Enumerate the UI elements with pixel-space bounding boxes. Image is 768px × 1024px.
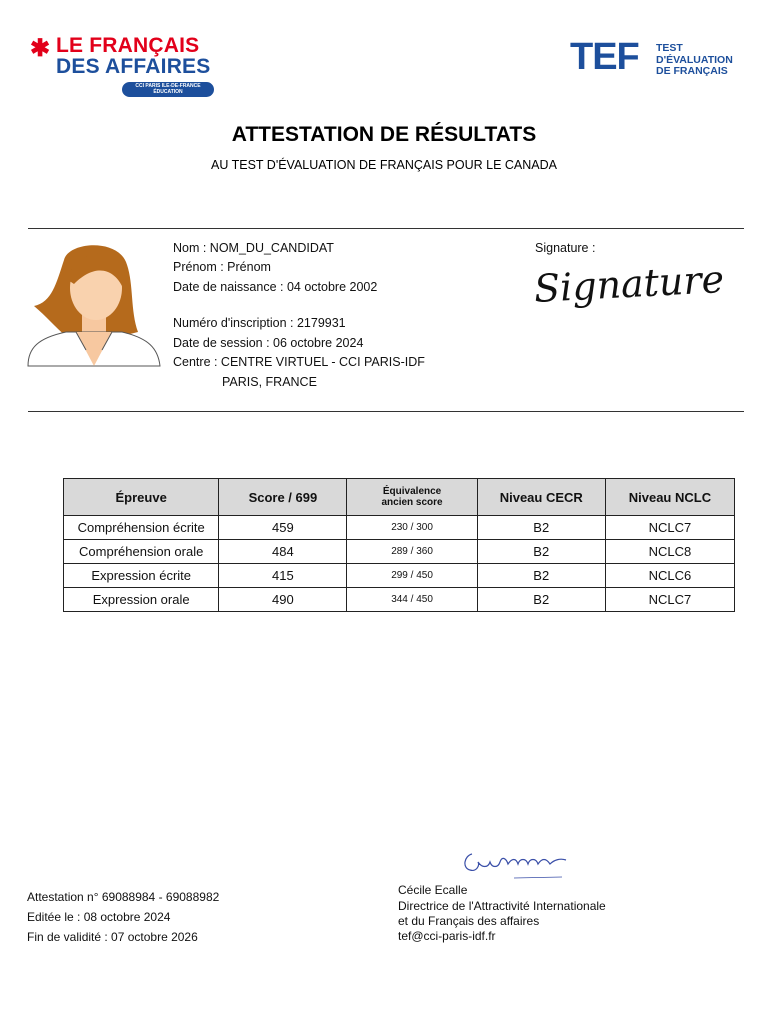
page-title: ATTESTATION DE RÉSULTATS [231, 123, 537, 146]
cell-equivalence: 289 / 360 [347, 540, 477, 564]
cell-equivalence: 230 / 300 [347, 516, 477, 540]
cell-cecr: B2 [477, 588, 605, 612]
signatory-title-2: et du Français des affaires [398, 914, 540, 928]
validity-date: Fin de validité : 07 octobre 2026 [27, 930, 198, 944]
cell-cecr: B2 [477, 516, 605, 540]
table-row [64, 588, 735, 612]
cell-epreuve: Expression écrite [64, 564, 219, 588]
candidate-session: Date de session : 06 octobre 2024 [173, 336, 364, 350]
tef-logo-text: TEST D'ÉVALUATION DE FRANÇAIS [656, 42, 733, 77]
star-icon: ✱ [30, 35, 51, 62]
candidate-naissance: Date de naissance : 04 octobre 2002 [173, 280, 378, 294]
header-epreuve: Épreuve [64, 479, 219, 516]
candidate-nom: Nom : NOM_DU_CANDIDAT [173, 241, 334, 255]
signature-label: Signature : [535, 241, 596, 255]
lfa-logo [30, 34, 220, 100]
cell-cecr: B2 [477, 564, 605, 588]
cell-score: 484 [219, 540, 347, 564]
tef-logo-mark: TEF [570, 36, 639, 78]
cell-score: 459 [219, 516, 347, 540]
page-subtitle: AU TEST D'ÉVALUATION DE FRANÇAIS POUR LE CANADA [211, 158, 557, 172]
cell-nclc: NCLC8 [605, 540, 734, 564]
header-score: Score / 699 [219, 479, 347, 516]
tef-logo [570, 36, 750, 82]
director-signature [458, 844, 578, 884]
table-row [64, 516, 735, 540]
cell-nclc: NCLC7 [605, 516, 734, 540]
table-row [64, 564, 735, 588]
cell-nclc: NCLC6 [605, 564, 734, 588]
table-header-row [64, 479, 735, 516]
signatory-name: Cécile Ecalle [398, 883, 468, 897]
cell-equivalence: 344 / 450 [347, 588, 477, 612]
header-cecr: Niveau CECR [477, 479, 605, 516]
candidate-centre-ville: PARIS, FRANCE [222, 375, 317, 389]
header-equivalence [347, 479, 477, 516]
signatory-title-1: Directrice de l'Attractivité Internationale [398, 899, 606, 913]
results-table [63, 478, 735, 612]
cell-score: 415 [219, 564, 347, 588]
header-equivalence-text: Équivalence ancien score [381, 486, 443, 508]
cell-epreuve: Expression orale [64, 588, 219, 612]
cell-score: 490 [219, 588, 347, 612]
edition-date: Editée le : 08 octobre 2024 [27, 910, 171, 924]
signatory-email[interactable]: tef@cci-paris-idf.fr [398, 929, 496, 943]
cell-equivalence: 299 / 450 [347, 564, 477, 588]
candidate-inscription: Numéro d'inscription : 2179931 [173, 316, 346, 330]
candidate-prenom: Prénom : Prénom [173, 260, 271, 274]
cci-badge: CCI PARIS ILE-DE-FRANCE ÉDUCATION [122, 82, 214, 97]
avatar [26, 240, 162, 368]
lfa-logo-line2: DES AFFAIRES [56, 55, 211, 78]
candidate-centre: Centre : CENTRE VIRTUEL - CCI PARIS-IDF [173, 355, 425, 369]
cell-nclc: NCLC7 [605, 588, 734, 612]
table-row [64, 540, 735, 564]
header-nclc: Niveau NCLC [605, 479, 734, 516]
divider-bottom [28, 411, 744, 412]
candidate-signature: Signature [532, 257, 726, 311]
cell-epreuve: Compréhension écrite [64, 516, 219, 540]
cell-epreuve: Compréhension orale [64, 540, 219, 564]
cell-cecr: B2 [477, 540, 605, 564]
lfa-logo-line1: LE FRANÇAIS [56, 34, 200, 57]
attestation-number: Attestation n° 69088984 - 69088982 [27, 890, 220, 904]
divider-top [28, 228, 744, 229]
